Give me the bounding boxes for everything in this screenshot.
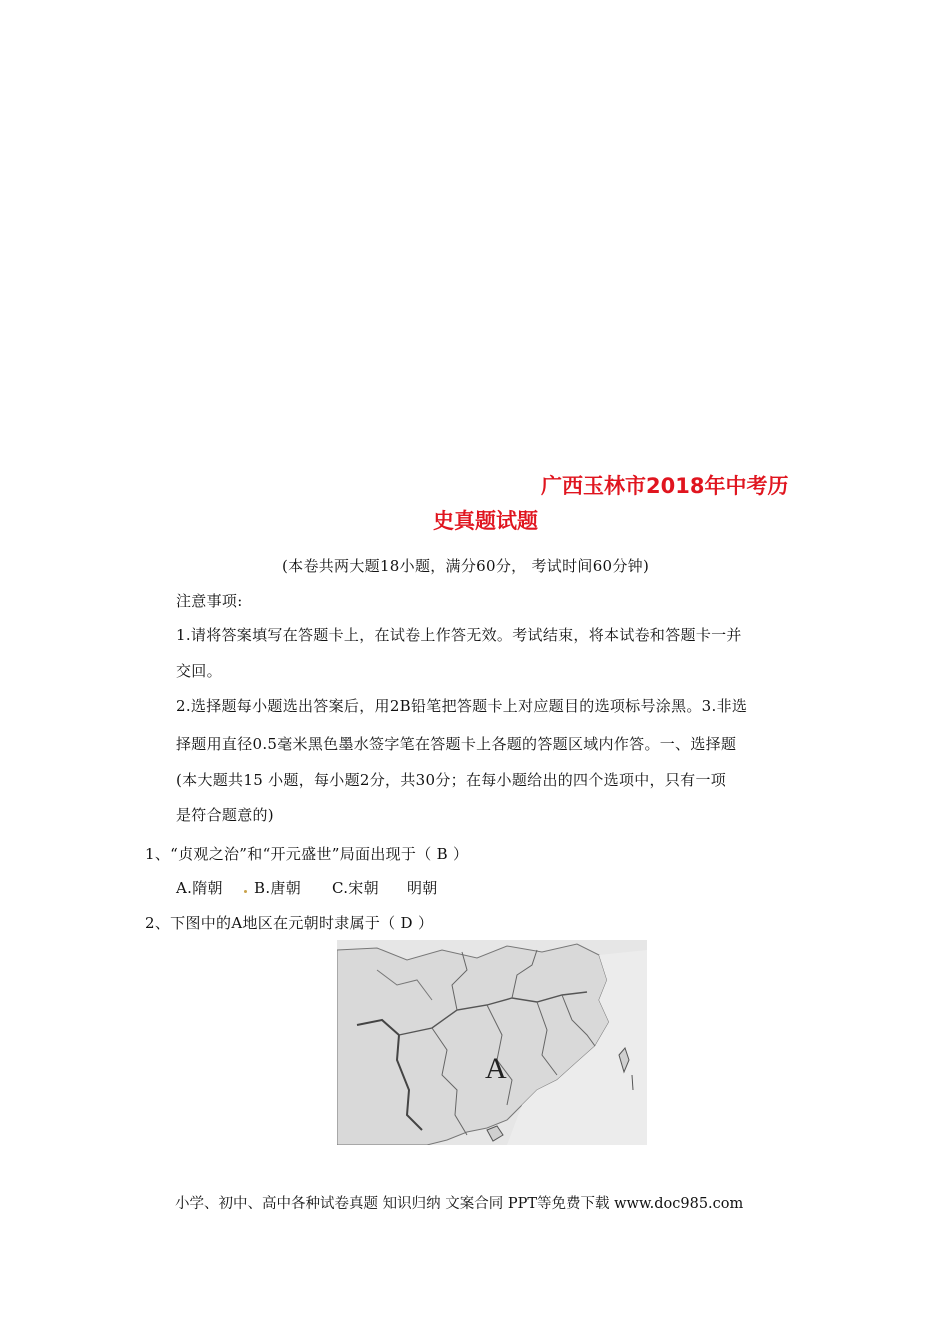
notice-line: 交回。	[176, 662, 222, 680]
question-1-option: 明朝	[407, 879, 438, 897]
question-1-option: A.隋朝	[176, 879, 223, 897]
dot-mark	[244, 890, 247, 893]
notice-heading: 注意事项:	[176, 592, 243, 610]
question-2-stem: 2、下图中的A地区在元朝时隶属于（ D ）	[145, 914, 434, 932]
map-label-a: A	[485, 1052, 507, 1085]
page-footer: 小学、初中、高中各种试卷真题 知识归纳 文案合同 PPT等免费下载 www.doc985.com	[175, 1196, 744, 1212]
notice-line: 是符合题意的)	[176, 806, 274, 824]
map-image	[337, 940, 647, 1145]
notice-line: 择题用直径0.5毫米黑色墨水签字笔在答题卡上各题的答题区域内作答。一、选择题	[176, 735, 737, 753]
question-1-stem: 1、“贞观之治”和“开元盛世”局面出现于（ B ）	[145, 845, 469, 863]
notice-line: (本大题共15 小题，每小题2分，共30分；在每小题给出的四个选项中，只有一项	[176, 771, 727, 789]
page-title-line2: 史真题试题	[433, 509, 538, 533]
question-1-option: C.宋朝	[332, 879, 379, 897]
exam-subtitle: (本卷共两大题18小题，满分60分， 考试时间60分钟)	[282, 557, 650, 575]
notice-line: 2.选择题每小题选出答案后，用2B铅笔把答题卡上对应题目的选项标号涂黑。3.非选	[176, 697, 748, 715]
notice-line: 1.请将答案填写在答题卡上，在试卷上作答无效。考试结束，将本试卷和答题卡一并	[176, 626, 742, 644]
page-title-line1: 广西玉林市2018年中考历	[541, 474, 789, 498]
question-1-option: B.唐朝	[254, 879, 301, 897]
